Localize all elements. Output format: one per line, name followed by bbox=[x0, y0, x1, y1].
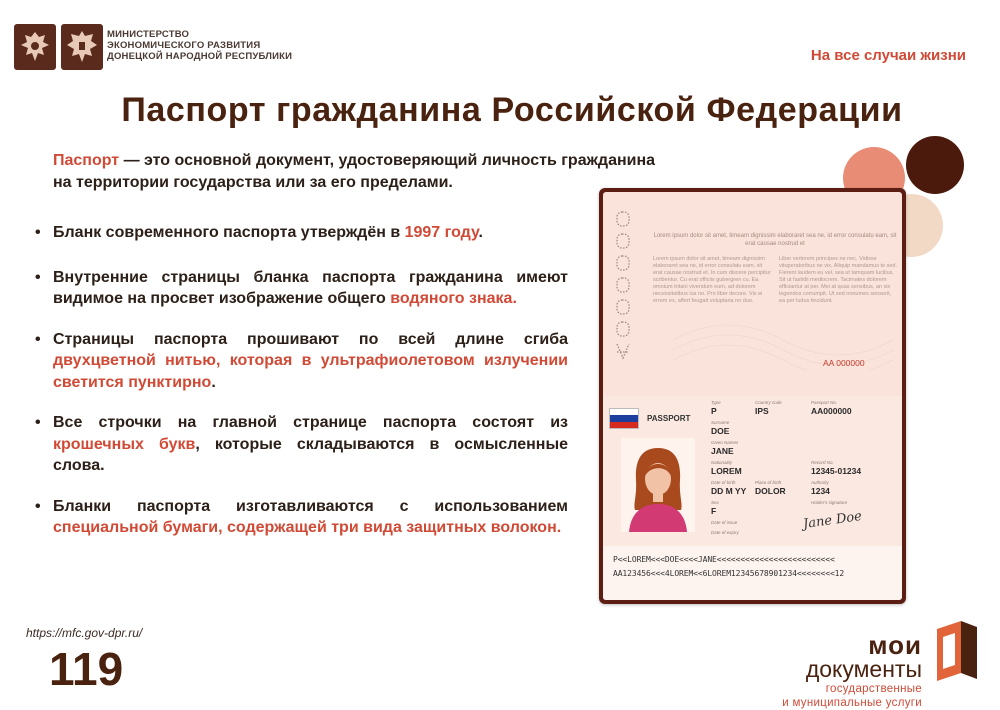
ministry-name bbox=[107, 29, 292, 62]
field-type: Type P bbox=[711, 400, 721, 416]
passport-label: PASSPORT bbox=[647, 414, 691, 423]
decor-circle-dark bbox=[906, 136, 964, 194]
machine-readable-zone bbox=[613, 553, 844, 581]
coat-of-arms-russia-icon bbox=[14, 24, 56, 70]
serial-number: AA 000000 bbox=[823, 358, 865, 368]
coat-of-arms-dpr-icon bbox=[61, 24, 103, 70]
holder-signature: Jane Doe bbox=[802, 508, 863, 533]
list-item: • Бланки паспорта изготавливаются с использованием специальной бумаги, содержащей три вида защитных волокон. bbox=[35, 496, 568, 539]
field-sex: Sex F bbox=[711, 500, 719, 516]
intro-line-2: на территории государства или за его пределами. bbox=[53, 174, 453, 191]
field-record-no: Record No. 12345-01234 bbox=[811, 460, 862, 476]
list-item: • Бланк современного паспорта утверждён в 1997 году. bbox=[35, 222, 568, 244]
perforated-serial-number bbox=[611, 204, 635, 364]
brand-line-4: и муниципальные услуги bbox=[782, 697, 922, 709]
slogan: На все случаи жизни bbox=[810, 47, 966, 64]
brand-text bbox=[782, 630, 922, 710]
field-authority: Authority 1234 bbox=[811, 480, 830, 496]
lorem-text-right: Liber verterem principes ne nec. Vidisse vituperatoribus ne vix. Aliquip mandamus te sed. Fierent laudem eu vel, sea ut tamquam lucilius. Sit ut fastidii mediocrem. Tacimates dolorem efficiantur at per. Mei at quas sensibus, an vix legendos corrumpit. Ut sed nonumes senserit, ea per ludus tincidunt. bbox=[779, 256, 898, 304]
page-title: Паспорт гражданина Российской Федерации bbox=[121, 91, 903, 129]
list-item: • Все строчки на главной странице паспорта состоят из крошечных букв, которые складываются в осмысленные слова. bbox=[35, 412, 568, 477]
mrz-line-1: P<<LOREM<<<DOE<<<<JANE<<<<<<<<<<<<<<<<<<<<<<<<< bbox=[613, 555, 835, 564]
lorem-text-left: Lorem ipsum dolor sit amet, timeam dignissim elaboraret sea ne, id error consulatu eam, sit erat causae nostrud et. In cum discere percipitur scribentur. Cu erat officiis gubergren cu. Ea omnium tritani vivendum eum, ad dolorem necessitatibus ius no. Pro liber decore. Vix ei errem ex, affert feugait voluptaria no duo. bbox=[653, 256, 771, 304]
website-url: https://mfc.gov-dpr.ru/ bbox=[26, 626, 143, 640]
fact-list bbox=[35, 222, 568, 558]
field-holder-signature: Holder's signature bbox=[811, 500, 848, 505]
field-date-of-expiry: Date of expiry bbox=[711, 530, 739, 535]
field-surname: Surname DOE bbox=[711, 420, 730, 436]
field-nationality: Nationality LOREM bbox=[711, 460, 742, 476]
brand-line-1: мои bbox=[868, 630, 922, 660]
field-date-of-issue: Date of issue bbox=[711, 520, 738, 525]
ministry-line-3: ДОНЕЦКОЙ НАРОДНОЙ РЕСПУБЛИКИ bbox=[107, 51, 293, 62]
field-place-of-birth: Place of birth DOLOR bbox=[755, 480, 786, 496]
russian-flag-icon bbox=[609, 408, 639, 429]
field-date-of-birth: Date of birth DD M YY bbox=[711, 480, 747, 496]
passport-data-page bbox=[603, 396, 902, 600]
woman-portrait-icon bbox=[621, 438, 695, 532]
page-number: 119 bbox=[49, 643, 124, 695]
brand-line-2: документы bbox=[805, 656, 922, 682]
ministry-line-2: ЭКОНОМИЧЕСКОГО РАЗВИТИЯ bbox=[107, 40, 261, 51]
field-country-code: Country code IPS bbox=[755, 400, 782, 416]
mrz-line-2: AA123456<<<4LOREM<<6LOREM12345678901234<<<<<<<<12 bbox=[613, 569, 845, 578]
passport-upper-page bbox=[603, 192, 902, 396]
list-item: • Страницы паспорта прошивают по всей длине сгиба двухцветной нитью, которая в ультрафиолетовом излучении светится пунктирно. bbox=[35, 329, 568, 394]
field-passport-no: Passport No. AA000000 bbox=[811, 400, 852, 416]
intro-line-1: — это основной документ, удостоверяющий личность гражданина bbox=[119, 152, 656, 169]
passport-illustration bbox=[599, 188, 906, 604]
moi-dokumenty-logo-icon bbox=[931, 615, 981, 685]
intro-term: Паспорт bbox=[53, 152, 120, 169]
brand-line-3: государственные bbox=[825, 683, 922, 695]
lorem-text-center: Lorem ipsum dolor sit amet, timeam dignissim elaboraret sea ne, id error consulatu eam, sit erat causae nostrud et bbox=[653, 233, 897, 247]
ministry-line-1: МИНИСТЕРСТВО bbox=[107, 29, 190, 40]
holder-photo bbox=[621, 438, 695, 532]
list-item: • Внутренние страницы бланка паспорта гражданина имеют видимое на просвет изображение общего водяного знака. bbox=[35, 267, 568, 310]
field-given-names: Given Names JANE bbox=[711, 440, 739, 456]
